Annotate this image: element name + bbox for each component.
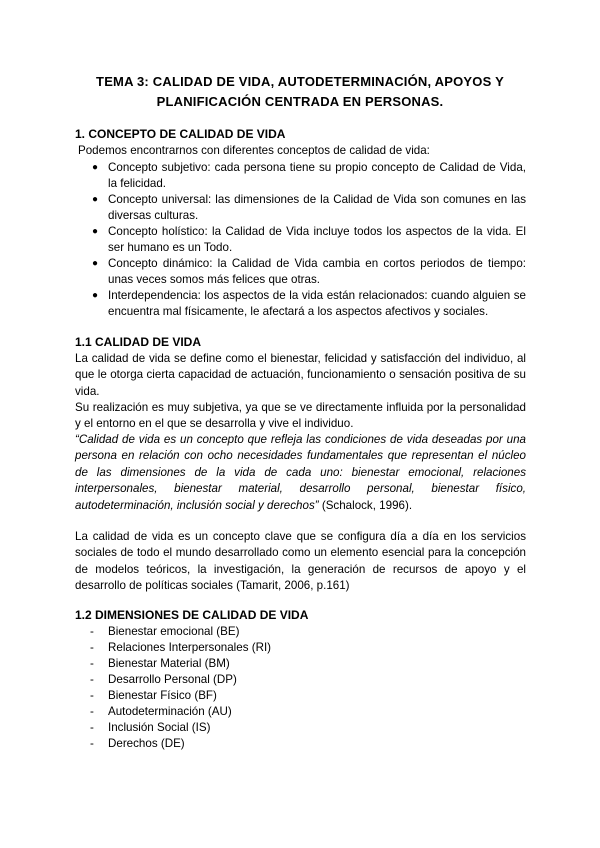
dash-icon: - [90,737,94,750]
list-item [90,736,185,752]
list-item [91,192,526,225]
section-1-heading: 1. CONCEPTO DE CALIDAD DE VIDA [75,127,286,141]
paragraph-key-concept: La calidad de vida es un concepto clave que se configura día a día en los servicios sociales de todo el mundo desarrollado como un elemento esencial para la concepción de modelos teóricos, la investigación, la generación de recursos de apoyo y el desarrollo de políticas sociales (Tamarit, 2006, p.161) [75,530,526,593]
bullet-text: Interdependencia: los aspectos de la vida están relacionados: cuando alguien se encuentra mal físicamente, le afectará a los aspectos afectivos y sociales. [108,289,526,319]
quote-citation: (Schalock, 1996). [318,498,413,512]
list-item [90,640,272,656]
list-item [91,160,526,193]
bullet-text: Concepto holístico: la Calidad de Vida incluye todos los aspectos de la vida. El ser humano es un Todo. [108,225,526,255]
list-item [91,288,526,321]
bullet-text: Concepto universal: las dimensiones de la Calidad de Vida son comunes en las diversas culturas. [108,193,526,223]
list-item [91,256,526,289]
title-line-1: TEMA 3: CALIDAD DE VIDA, AUTODETERMINACIÓN, APOYOS Y [96,74,504,89]
bullet-icon: ● [91,258,99,269]
dimension-label: Inclusión Social (IS) [108,721,211,734]
bullet-icon: ● [91,194,99,205]
list-item [90,704,232,720]
section-1-1-heading: 1.1 CALIDAD DE VIDA [75,335,202,349]
dash-icon: - [90,657,94,670]
bullet-text: Concepto subjetivo: cada persona tiene su propio concepto de Calidad de Vida, la felicidad. [108,161,526,191]
bullet-text: Concepto dinámico: la Calidad de Vida cambia en cortos periodos de tiempo: unas veces somos más felices que otras. [108,257,526,287]
dash-icon: - [90,689,94,702]
bullet-icon: ● [91,226,99,237]
bullet-icon: ● [91,290,99,301]
list-item [90,720,211,736]
dash-icon: - [90,721,94,734]
dash-icon: - [90,705,94,718]
paragraph-definition: La calidad de vida se define como el bienestar, felicidad y satisfacción del individuo, al que le otorga cierta capacidad de actuación, funcionamiento o sensación positiva de su vida. [75,352,526,398]
section-1-intro: Podemos encontrarnos con diferentes conceptos de calidad de vida: [78,144,430,157]
list-item [90,688,217,704]
dimension-label: Desarrollo Personal (DP) [108,673,237,686]
list-item [90,656,230,672]
dimension-label: Bienestar Material (BM) [108,657,230,670]
quote-paragraph [75,432,526,514]
section-1-2-heading: 1.2 DIMENSIONES DE CALIDAD DE VIDA [75,608,309,622]
dash-icon: - [90,641,94,654]
list-item [90,672,237,688]
dimension-label: Relaciones Interpersonales (RI) [108,641,272,654]
title-line-2: PLANIFICACIÓN CENTRADA EN PERSONAS. [156,94,444,109]
dimension-label: Bienestar emocional (BE) [108,625,240,638]
list-item [91,224,526,257]
dimension-label: Bienestar Físico (BF) [108,689,217,702]
bullet-icon: ● [91,162,99,173]
dash-icon: - [90,673,94,686]
list-item [90,624,240,640]
schalock-quote: “Calidad de vida es un concepto que refleja las condiciones de vida deseadas por una persona en relación con ocho necesidades fundamentales que representan el núcleo de las dimensiones de la vida de cada uno: bienestar emocional, relaciones interpersonales, bienestar material, desarrollo personal, bienestar físico, autodeterminación, inclusión social y derechos” [75,433,526,512]
dimension-label: Autodeterminación (AU) [108,705,232,718]
page-title [70,72,530,112]
dimension-label: Derechos (DE) [108,737,185,750]
paragraph-subjective: Su realización es muy subjetiva, ya que se ve directamente influida por la personalidad y el entorno en el que se desarrolla y vive el individuo. [75,401,526,431]
dash-icon: - [90,625,94,638]
